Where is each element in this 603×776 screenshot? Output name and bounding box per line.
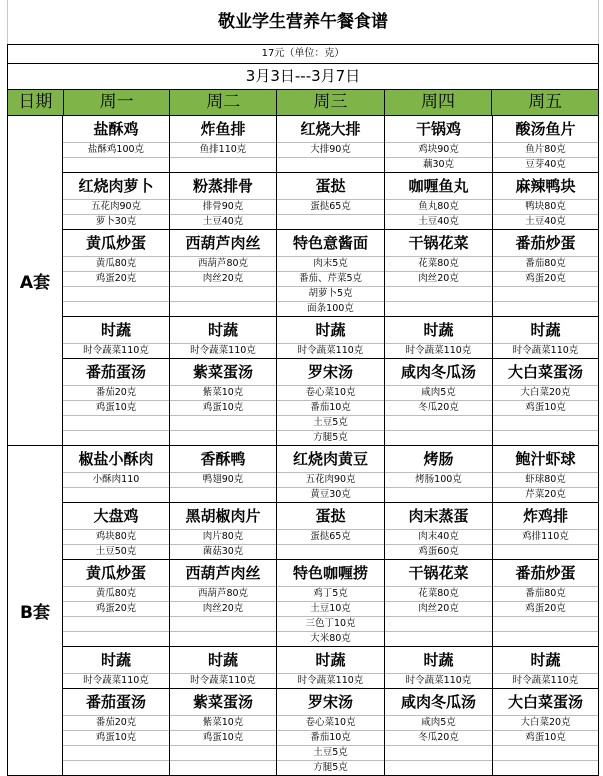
empty-cell [170, 430, 276, 445]
dish-cell-monday [63, 647, 170, 688]
dish-cell-friday [493, 446, 598, 502]
ingredient: 卷心菜10克 [277, 385, 384, 400]
ingredient: 鸡蛋10克 [493, 400, 598, 415]
dish-cell-monday [63, 173, 170, 229]
header-cell-thursday: 周四 [385, 90, 493, 115]
dish-name: 特色咖喱捞 [292, 564, 368, 582]
dish-name: 咸肉冬瓜汤 [400, 363, 476, 381]
ingredient: 咸肉5克 [385, 385, 492, 400]
dish-name: 咖喱鱼丸 [408, 177, 469, 195]
dish-cell-friday [493, 503, 598, 559]
empty-cell [170, 157, 276, 172]
ingredient: 花菜80克 [385, 256, 492, 271]
ingredient: 肉丝20克 [385, 271, 492, 286]
dish-name: 干锅花菜 [408, 564, 469, 582]
dish-cell-tuesday [170, 230, 277, 316]
empty-cell [170, 286, 276, 301]
ingredient: 时令蔬菜110克 [277, 343, 384, 358]
set-body [63, 116, 598, 445]
ingredient: 番茄20克 [63, 715, 169, 730]
empty-cell [385, 415, 492, 430]
dish-cell-wednesday [277, 560, 385, 646]
dish-name: 时蔬 [315, 651, 346, 669]
dish-name: 肉末蒸蛋 [408, 507, 469, 525]
ingredient: 时令蔬菜110克 [385, 673, 492, 688]
dish-name: 时蔬 [100, 651, 131, 669]
dish-name: 时蔬 [207, 321, 238, 339]
dish-cell-thursday [385, 689, 493, 775]
ingredient: 大排90克 [277, 142, 384, 157]
ingredient: 黄瓜80克 [63, 256, 169, 271]
ingredient: 时令蔬菜110克 [493, 343, 598, 358]
ingredient: 蛋挞65克 [277, 529, 384, 544]
dish-name: 蛋挞 [315, 177, 346, 195]
empty-cell [385, 631, 492, 646]
dish-name: 大白菜蛋汤 [507, 363, 583, 381]
ingredient: 三色丁10克 [277, 616, 384, 631]
ingredient: 方腿5克 [277, 760, 384, 775]
ingredient: 冬瓜20克 [385, 400, 492, 415]
dish-name: 罗宋汤 [307, 363, 353, 381]
dish-name: 咸肉冬瓜汤 [400, 693, 476, 711]
ingredient: 咸肉5克 [385, 715, 492, 730]
dish-cell-tuesday [170, 560, 277, 646]
menu-sheet [7, 0, 599, 776]
ingredient: 鸭块80克 [493, 199, 598, 214]
dish-row [63, 560, 598, 647]
ingredient: 芹菜20克 [493, 487, 598, 502]
dish-cell-wednesday [277, 230, 385, 316]
ingredient: 排骨90克 [170, 199, 276, 214]
dish-name: 炸鱼排 [200, 120, 246, 138]
ingredient: 小酥肉110 [63, 472, 169, 487]
dish-name: 时蔬 [530, 321, 561, 339]
empty-cell [63, 286, 169, 301]
menu-sets [7, 116, 599, 776]
ingredient: 鸡蛋20克 [63, 601, 169, 616]
header-cell-friday: 周五 [528, 92, 563, 112]
empty-cell [63, 301, 169, 316]
ingredient: 时令蔬菜110克 [63, 673, 169, 688]
dish-name: 时蔬 [423, 321, 454, 339]
ingredient: 土豆5克 [277, 415, 384, 430]
ingredient: 鸡蛋60克 [385, 544, 492, 559]
ingredient: 西葫芦80克 [170, 256, 276, 271]
empty-cell [493, 415, 598, 430]
dish-row [63, 359, 598, 445]
empty-cell [170, 616, 276, 631]
dish-cell-thursday [385, 503, 493, 559]
price-unit-note: 17元（单位：克） [7, 44, 599, 63]
dish-cell-wednesday [277, 173, 385, 229]
dish-name: 特色意酱面 [292, 234, 368, 252]
dish-cell-friday [493, 317, 598, 358]
dish-row [63, 317, 598, 359]
dish-cell-thursday [385, 230, 493, 316]
dish-row [63, 230, 598, 317]
ingredient: 土豆40克 [493, 214, 598, 229]
ingredient: 肉丝20克 [170, 271, 276, 286]
empty-cell [385, 430, 492, 445]
dish-name: 番茄蛋汤 [85, 363, 146, 381]
dish-cell-monday [63, 560, 170, 646]
empty-cell [170, 745, 276, 760]
ingredient: 方腿5克 [277, 430, 384, 445]
dish-name: 红烧肉萝卜 [78, 177, 154, 195]
dish-cell-thursday [385, 173, 493, 229]
empty-cell [493, 616, 598, 631]
dish-name: 大白菜蛋汤 [507, 693, 583, 711]
empty-cell [170, 487, 276, 502]
dish-row [63, 503, 598, 560]
dish-cell-tuesday [170, 689, 277, 775]
dish-name: 炸鸡排 [522, 507, 568, 525]
dish-name: 酸汤鱼片 [515, 120, 576, 138]
dish-name: 大盘鸡 [93, 507, 139, 525]
empty-cell [63, 487, 169, 502]
dish-name: 番茄炒蛋 [515, 234, 576, 252]
dish-cell-friday [493, 359, 598, 445]
ingredient: 番茄、芹菜5克 [277, 271, 384, 286]
empty-cell [385, 760, 492, 775]
ingredient: 土豆5克 [277, 745, 384, 760]
ingredient: 烤肠100克 [385, 472, 492, 487]
ingredient: 豆芽40克 [493, 157, 598, 172]
dish-name: 紫菜蛋汤 [192, 693, 253, 711]
empty-cell [63, 745, 169, 760]
ingredient: 大米80克 [277, 631, 384, 646]
dish-cell-tuesday [170, 359, 277, 445]
ingredient: 鸡丁5克 [277, 586, 384, 601]
ingredient: 时令蔬菜110克 [63, 343, 169, 358]
dish-cell-thursday [385, 446, 493, 502]
dish-cell-monday [63, 446, 170, 502]
empty-cell [63, 631, 169, 646]
set-label: A套 [8, 116, 63, 445]
dish-cell-tuesday [170, 446, 277, 502]
empty-cell [170, 415, 276, 430]
ingredient: 番茄20克 [63, 385, 169, 400]
dish-cell-monday [63, 116, 170, 172]
dish-cell-friday [493, 689, 598, 775]
ingredient: 肉末5克 [277, 256, 384, 271]
dish-name: 时蔬 [100, 321, 131, 339]
dish-row [63, 647, 598, 689]
dish-name: 时蔬 [207, 651, 238, 669]
ingredient: 鸡蛋20克 [493, 601, 598, 616]
ingredient: 土豆40克 [385, 214, 492, 229]
dish-cell-wednesday [277, 359, 385, 445]
ingredient: 时令蔬菜110克 [170, 673, 276, 688]
empty-cell [493, 430, 598, 445]
ingredient: 鱼丸80克 [385, 199, 492, 214]
dish-row [63, 446, 598, 503]
empty-cell [385, 745, 492, 760]
empty-cell [63, 157, 169, 172]
empty-cell [493, 631, 598, 646]
dish-cell-wednesday [277, 503, 385, 559]
empty-cell [385, 487, 492, 502]
dish-cell-tuesday [170, 317, 277, 358]
ingredient: 番茄80克 [493, 586, 598, 601]
dish-cell-tuesday [170, 173, 277, 229]
dish-row [63, 116, 598, 173]
ingredient: 鸭翅90克 [170, 472, 276, 487]
dish-name: 香酥鸭 [200, 450, 246, 468]
dish-name: 干锅鸡 [415, 120, 461, 138]
dish-cell-monday [63, 230, 170, 316]
dish-row [63, 173, 598, 230]
ingredient: 番茄10克 [277, 400, 384, 415]
dish-cell-tuesday [170, 116, 277, 172]
ingredient: 鸡蛋10克 [493, 730, 598, 745]
dish-name: 烤肠 [423, 450, 454, 468]
ingredient: 鸡蛋10克 [63, 730, 169, 745]
ingredient: 时令蔬菜110克 [170, 343, 276, 358]
empty-cell [170, 301, 276, 316]
empty-cell [63, 415, 169, 430]
dish-name: 蛋挞 [315, 507, 346, 525]
empty-cell [63, 430, 169, 445]
empty-cell [493, 760, 598, 775]
ingredient: 土豆50克 [63, 544, 169, 559]
empty-cell [385, 286, 492, 301]
ingredient: 萝卜30克 [63, 214, 169, 229]
ingredient: 番茄80克 [493, 256, 598, 271]
ingredient: 鸡块90克 [385, 142, 492, 157]
dish-name: 麻辣鸭块 [515, 177, 576, 195]
ingredient: 时令蔬菜110克 [493, 673, 598, 688]
dish-cell-wednesday [277, 116, 385, 172]
ingredient: 大白菜20克 [493, 715, 598, 730]
dish-cell-friday [493, 116, 598, 172]
dish-name: 粉蒸排骨 [192, 177, 253, 195]
set-label: B套 [8, 446, 63, 775]
dish-name: 鲍汁虾球 [515, 450, 576, 468]
header-cell-date: 日期 [8, 90, 64, 115]
dish-cell-monday [63, 359, 170, 445]
dish-cell-wednesday [277, 647, 385, 688]
empty-cell [385, 616, 492, 631]
ingredient: 西葫芦80克 [170, 586, 276, 601]
ingredient: 鱼排110克 [170, 142, 276, 157]
dish-cell-thursday [385, 647, 493, 688]
ingredient: 黄瓜80克 [63, 586, 169, 601]
ingredient: 盐酥鸡100克 [63, 142, 169, 157]
dish-cell-wednesday [277, 446, 385, 502]
date-range: 3月3日---3月7日 [7, 63, 599, 90]
dish-name: 黄瓜炒蛋 [85, 564, 146, 582]
dish-row [63, 689, 598, 775]
ingredient: 时令蔬菜110克 [277, 673, 384, 688]
ingredient: 鸡块80克 [63, 529, 169, 544]
empty-cell [493, 301, 598, 316]
ingredient: 紫菜10克 [170, 715, 276, 730]
header-cell-tuesday: 周二 [170, 90, 277, 115]
ingredient: 五花肉90克 [277, 472, 384, 487]
dish-name: 干锅花菜 [408, 234, 469, 252]
ingredient: 花菜80克 [385, 586, 492, 601]
dish-name: 时蔬 [315, 321, 346, 339]
dish-name: 红烧大排 [300, 120, 361, 138]
ingredient: 面条100克 [277, 301, 384, 316]
dish-cell-friday [493, 560, 598, 646]
menu-title: 敬业学生营养午餐食谱 [7, 0, 599, 44]
dish-cell-monday [63, 689, 170, 775]
ingredient: 番茄10克 [277, 730, 384, 745]
menu-set-b [7, 446, 599, 776]
dish-cell-wednesday [277, 689, 385, 775]
ingredient: 鸡蛋10克 [63, 400, 169, 415]
dish-name: 红烧肉黄豆 [292, 450, 368, 468]
ingredient: 胡萝卜5克 [277, 286, 384, 301]
dish-cell-friday [493, 230, 598, 316]
empty-cell [493, 745, 598, 760]
ingredient: 大白菜20克 [493, 385, 598, 400]
ingredient: 鸡蛋10克 [170, 400, 276, 415]
dish-name: 西葫芦肉丝 [185, 564, 261, 582]
empty-cell [277, 544, 384, 559]
dish-cell-monday [63, 503, 170, 559]
dish-name: 罗宋汤 [307, 693, 353, 711]
empty-cell [385, 301, 492, 316]
ingredient: 土豆10克 [277, 601, 384, 616]
empty-cell [493, 544, 598, 559]
dish-name: 椒盐小酥肉 [78, 450, 154, 468]
dish-name: 时蔬 [530, 651, 561, 669]
empty-cell [493, 286, 598, 301]
dish-name: 黄瓜炒蛋 [85, 234, 146, 252]
dish-name: 盐酥鸡 [93, 120, 139, 138]
ingredient: 蛋挞65克 [277, 199, 384, 214]
empty-cell [63, 616, 169, 631]
ingredient: 肉末40克 [385, 529, 492, 544]
ingredient: 鸡蛋20克 [63, 271, 169, 286]
ingredient: 肉片80克 [170, 529, 276, 544]
empty-cell [170, 631, 276, 646]
header-row [7, 90, 599, 116]
empty-cell [277, 157, 384, 172]
dish-cell-thursday [385, 317, 493, 358]
header-cell-monday: 周一 [64, 90, 171, 115]
dish-cell-thursday [385, 560, 493, 646]
ingredient: 土豆40克 [170, 214, 276, 229]
dish-cell-thursday [385, 359, 493, 445]
empty-cell [277, 214, 384, 229]
ingredient: 鱼片80克 [493, 142, 598, 157]
dish-name: 番茄炒蛋 [515, 564, 576, 582]
ingredient: 紫菜10克 [170, 385, 276, 400]
ingredient: 黄豆30克 [277, 487, 384, 502]
ingredient: 时令蔬菜110克 [385, 343, 492, 358]
ingredient: 虾球80克 [493, 472, 598, 487]
dish-cell-friday [493, 173, 598, 229]
dish-cell-friday [493, 647, 598, 688]
dish-cell-tuesday [170, 647, 277, 688]
menu-set-a [7, 116, 599, 446]
header-cell-wednesday: 周三 [277, 90, 385, 115]
empty-cell [170, 760, 276, 775]
ingredient: 鸡蛋20克 [493, 271, 598, 286]
dish-name: 番茄蛋汤 [85, 693, 146, 711]
empty-cell [63, 760, 169, 775]
ingredient: 卷心菜10克 [277, 715, 384, 730]
dish-name: 黑胡椒肉片 [185, 507, 261, 525]
ingredient: 冬瓜20克 [385, 730, 492, 745]
ingredient: 鸡排110克 [493, 529, 598, 544]
set-body [63, 446, 598, 775]
dish-name: 时蔬 [423, 651, 454, 669]
dish-cell-wednesday [277, 317, 385, 358]
dish-cell-tuesday [170, 503, 277, 559]
dish-name: 紫菜蛋汤 [192, 363, 253, 381]
dish-cell-thursday [385, 116, 493, 172]
dish-cell-monday [63, 317, 170, 358]
ingredient: 五花肉90克 [63, 199, 169, 214]
ingredient: 菌菇30克 [170, 544, 276, 559]
ingredient: 肉丝20克 [385, 601, 492, 616]
ingredient: 藕30克 [385, 157, 492, 172]
dish-name: 西葫芦肉丝 [185, 234, 261, 252]
ingredient: 鸡蛋10克 [170, 730, 276, 745]
ingredient: 肉丝20克 [170, 601, 276, 616]
